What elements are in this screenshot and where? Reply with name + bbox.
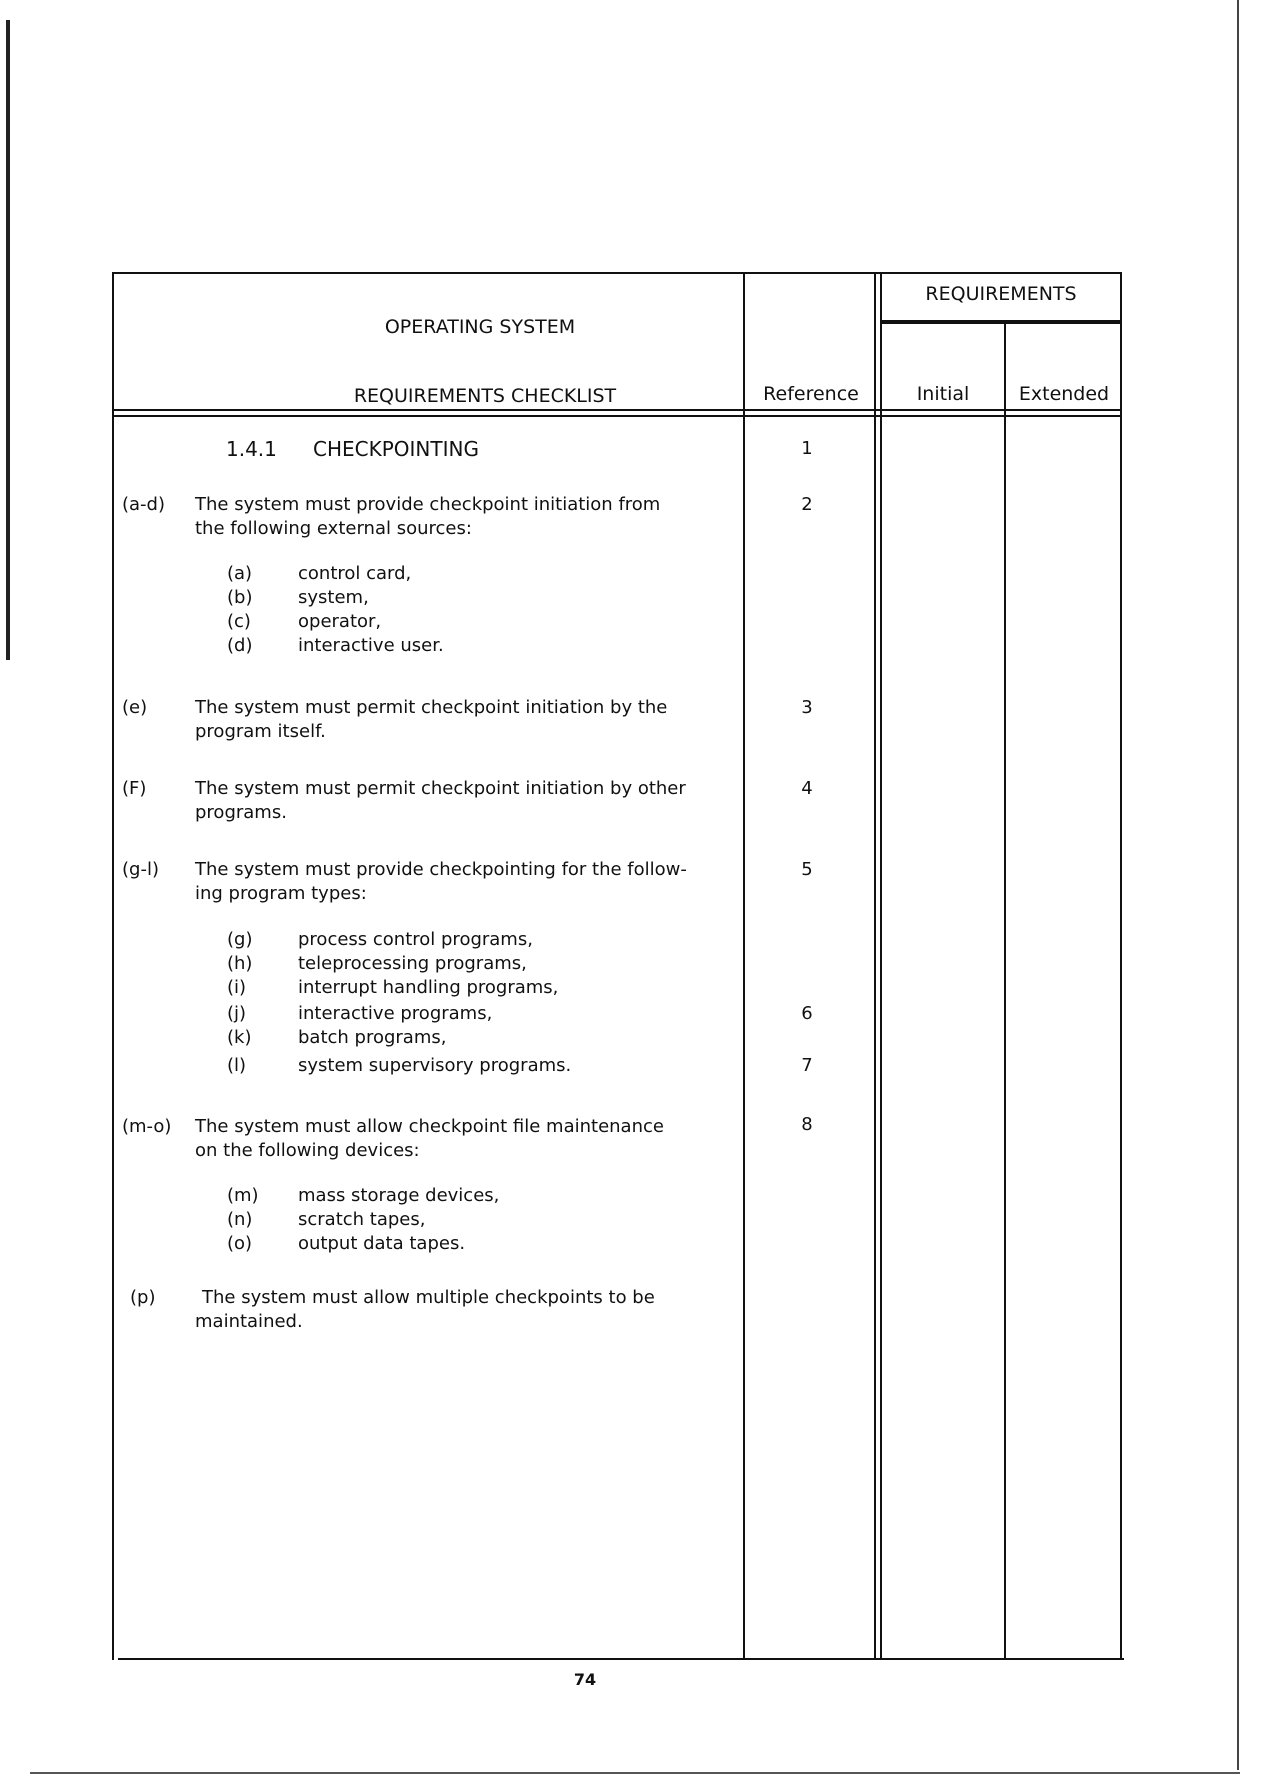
item-label: (g-l) — [122, 859, 159, 880]
item-label: (m-o) — [122, 1116, 172, 1137]
col-sep-reference — [743, 272, 745, 1660]
table-top-border — [112, 272, 1122, 274]
page-edge-left — [6, 20, 10, 660]
page-edge-right — [1237, 0, 1239, 1770]
sub-label: (a) — [227, 563, 253, 584]
ref-value: 8 — [801, 1114, 813, 1135]
initial-header: Initial — [916, 383, 970, 405]
col-sep-requirements-2 — [880, 272, 882, 1660]
item-text: The system must provide checkpoint initiation from — [195, 494, 661, 515]
col-sep-requirements-1 — [874, 272, 876, 1660]
sub-label: (d) — [227, 635, 253, 656]
sub-label: (i) — [227, 977, 247, 998]
ref-value: 5 — [801, 859, 813, 880]
sub-text: interrupt handling programs, — [298, 977, 559, 998]
sub-text: scratch tapes, — [298, 1209, 426, 1230]
sub-text: process control programs, — [298, 929, 533, 950]
sub-label: (g) — [227, 929, 253, 950]
item-text: The system must provide checkpointing for the follow- — [195, 859, 687, 880]
reference-header: Reference — [763, 383, 859, 405]
ref-value: 7 — [801, 1055, 813, 1076]
sub-label: (n) — [227, 1209, 253, 1230]
table-subtitle: REQUIREMENTS CHECKLIST — [353, 385, 617, 407]
item-text: The system must permit checkpoint initiation by the — [195, 697, 668, 718]
item-label: (F) — [122, 778, 147, 799]
item-label: (p) — [130, 1287, 156, 1308]
sub-label: (h) — [227, 953, 253, 974]
sub-text: system, — [298, 587, 369, 608]
sub-text: interactive programs, — [298, 1003, 493, 1024]
item-label: (a-d) — [122, 494, 165, 515]
sub-text: batch programs, — [298, 1027, 447, 1048]
item-label: (e) — [122, 697, 148, 718]
col-sep-initial-extended — [1004, 322, 1006, 1660]
ref-section: 1 — [801, 438, 813, 459]
page-number: 74 — [573, 1670, 597, 1689]
sub-text: system supervisory programs. — [298, 1055, 572, 1076]
item-text: the following external sources: — [195, 518, 472, 539]
table-bottom-border — [118, 1658, 1124, 1660]
sub-label: (c) — [227, 611, 251, 632]
sub-label: (b) — [227, 587, 253, 608]
item-text: ing program types: — [195, 883, 367, 904]
header-rule-1 — [112, 409, 1122, 411]
ref-value: 3 — [801, 697, 813, 718]
section-number: 1.4.1 — [226, 437, 277, 461]
table-title: OPERATING SYSTEM — [384, 316, 576, 338]
ref-value: 4 — [801, 778, 813, 799]
requirements-header: REQUIREMENTS — [925, 283, 1077, 305]
item-text: The system must allow checkpoint file maintenance — [195, 1116, 664, 1137]
sub-label: (j) — [227, 1003, 247, 1024]
item-text: maintained. — [195, 1311, 303, 1332]
page-edge-bottom — [30, 1772, 1240, 1774]
item-text: The system must allow multiple checkpoints to be — [202, 1287, 655, 1308]
sub-text: mass storage devices, — [298, 1185, 500, 1206]
table-right-border — [1120, 272, 1122, 1660]
sub-label: (l) — [227, 1055, 247, 1076]
extended-header: Extended — [1018, 383, 1110, 405]
item-text: programs. — [195, 802, 287, 823]
sub-text: output data tapes. — [298, 1233, 466, 1254]
sub-text: interactive user. — [298, 635, 444, 656]
sub-text: operator, — [298, 611, 382, 632]
sub-text: teleprocessing programs, — [298, 953, 527, 974]
sub-label: (o) — [227, 1233, 253, 1254]
table-left-border — [112, 272, 114, 1660]
requirements-underline — [880, 320, 1122, 324]
sub-text: control card, — [298, 563, 412, 584]
header-rule-2 — [112, 415, 1122, 417]
sub-label: (k) — [227, 1027, 252, 1048]
item-text: on the following devices: — [195, 1140, 420, 1161]
ref-value: 2 — [801, 494, 813, 515]
item-text: The system must permit checkpoint initiation by other — [195, 778, 686, 799]
item-text: program itself. — [195, 721, 326, 742]
section-title: CHECKPOINTING — [313, 437, 479, 461]
ref-value: 6 — [801, 1003, 813, 1024]
sub-label: (m) — [227, 1185, 259, 1206]
